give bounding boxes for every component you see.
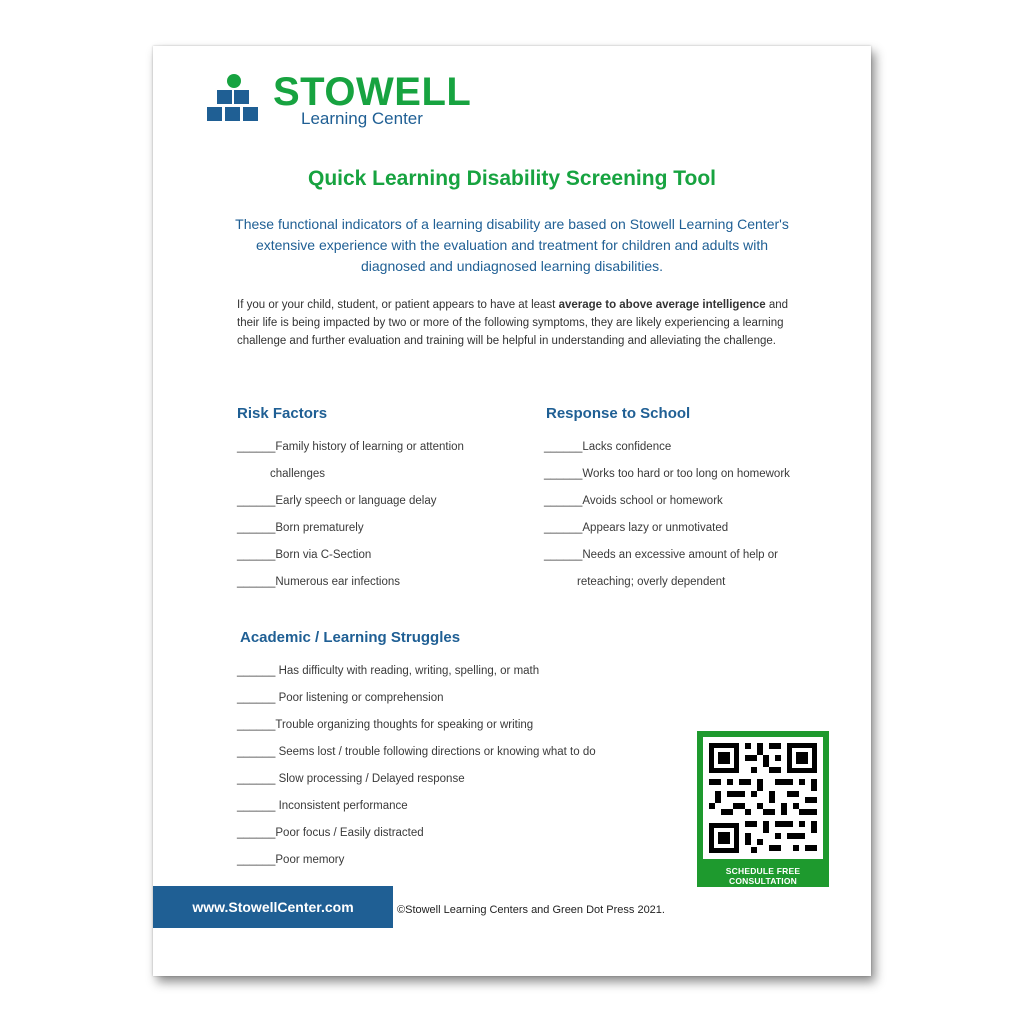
qr-caption: SCHEDULE FREE CONSULTATION xyxy=(725,866,801,886)
checklist-item: ______Works too hard or too long on homework xyxy=(544,468,790,480)
document-page xyxy=(153,46,871,976)
website-link[interactable]: www.StowellCenter.com xyxy=(192,899,354,915)
checklist-item: ______ Has difficulty with reading, writing, spelling, or math xyxy=(237,665,540,677)
qr-code-icon xyxy=(703,737,823,859)
checklist-item: ______Lacks confidence xyxy=(544,441,672,453)
checklist-item: ______ Inconsistent performance xyxy=(237,800,408,812)
checklist-item: ______Family history of learning or attention xyxy=(237,441,464,453)
checklist-item: ______Needs an excessive amount of help or xyxy=(544,549,778,561)
checklist-item: ______Born via C-Section xyxy=(237,549,372,561)
brand-name: STOWELL xyxy=(273,70,472,114)
blocks-logo-icon xyxy=(207,74,263,130)
stowell-logo xyxy=(207,70,477,134)
response-to-school-heading: Response to School xyxy=(546,405,691,422)
checklist-item: ______Poor focus / Easily distracted xyxy=(237,827,424,839)
checklist-item: ______ Seems lost / trouble following directions or knowing what to do xyxy=(237,746,596,758)
instructions-text-bold: average to above average intelligence xyxy=(558,299,766,311)
checklist-item: ______Trouble organizing thoughts for speaking or writing xyxy=(237,719,534,731)
academic-struggles-heading: Academic / Learning Struggles xyxy=(240,629,461,646)
checklist-item: ______Numerous ear infections xyxy=(237,576,401,588)
risk-factors-heading: Risk Factors xyxy=(237,405,328,422)
brand-subtitle: Learning Center xyxy=(301,109,423,128)
instructions-text-pre: If you or your child, student, or patient appears to have at least xyxy=(237,299,559,311)
checklist-item: ______ Slow processing / Delayed response xyxy=(237,773,465,785)
checklist-item-continuation: challenges xyxy=(270,468,325,480)
footer-url-bar[interactable] xyxy=(153,886,393,928)
checklist-item: ______Appears lazy or unmotivated xyxy=(544,522,729,534)
checklist-item: ______Born prematurely xyxy=(237,522,364,534)
checklist-item: ______Poor memory xyxy=(237,854,345,866)
checklist-item: ______Avoids school or homework xyxy=(544,495,723,507)
instructions-paragraph xyxy=(237,296,797,350)
checklist-item: ______Early speech or language delay xyxy=(237,495,437,507)
checklist-item-continuation: reteaching; overly dependent xyxy=(577,576,726,588)
copyright-text: ©Stowell Learning Centers and Green Dot Press 2021. xyxy=(397,904,665,916)
intro-paragraph: These functional indicators of a learning disability are based on Stowell Learning Center's extensive experience with the evaluation and treatment for children and adults with diagnosed and undiagnosed learning disabilities. xyxy=(235,216,789,274)
document-title: Quick Learning Disability Screening Tool xyxy=(307,167,717,190)
qr-code-panel[interactable] xyxy=(697,731,829,887)
checklist-item: ______ Poor listening or comprehension xyxy=(237,692,444,704)
instructions-text-post: and their life is being impacted by two or more of the following symptoms, they are likely experiencing a learning challenge and further evaluation and training will be helpful in understanding and alleviating the challenge. xyxy=(237,299,789,347)
